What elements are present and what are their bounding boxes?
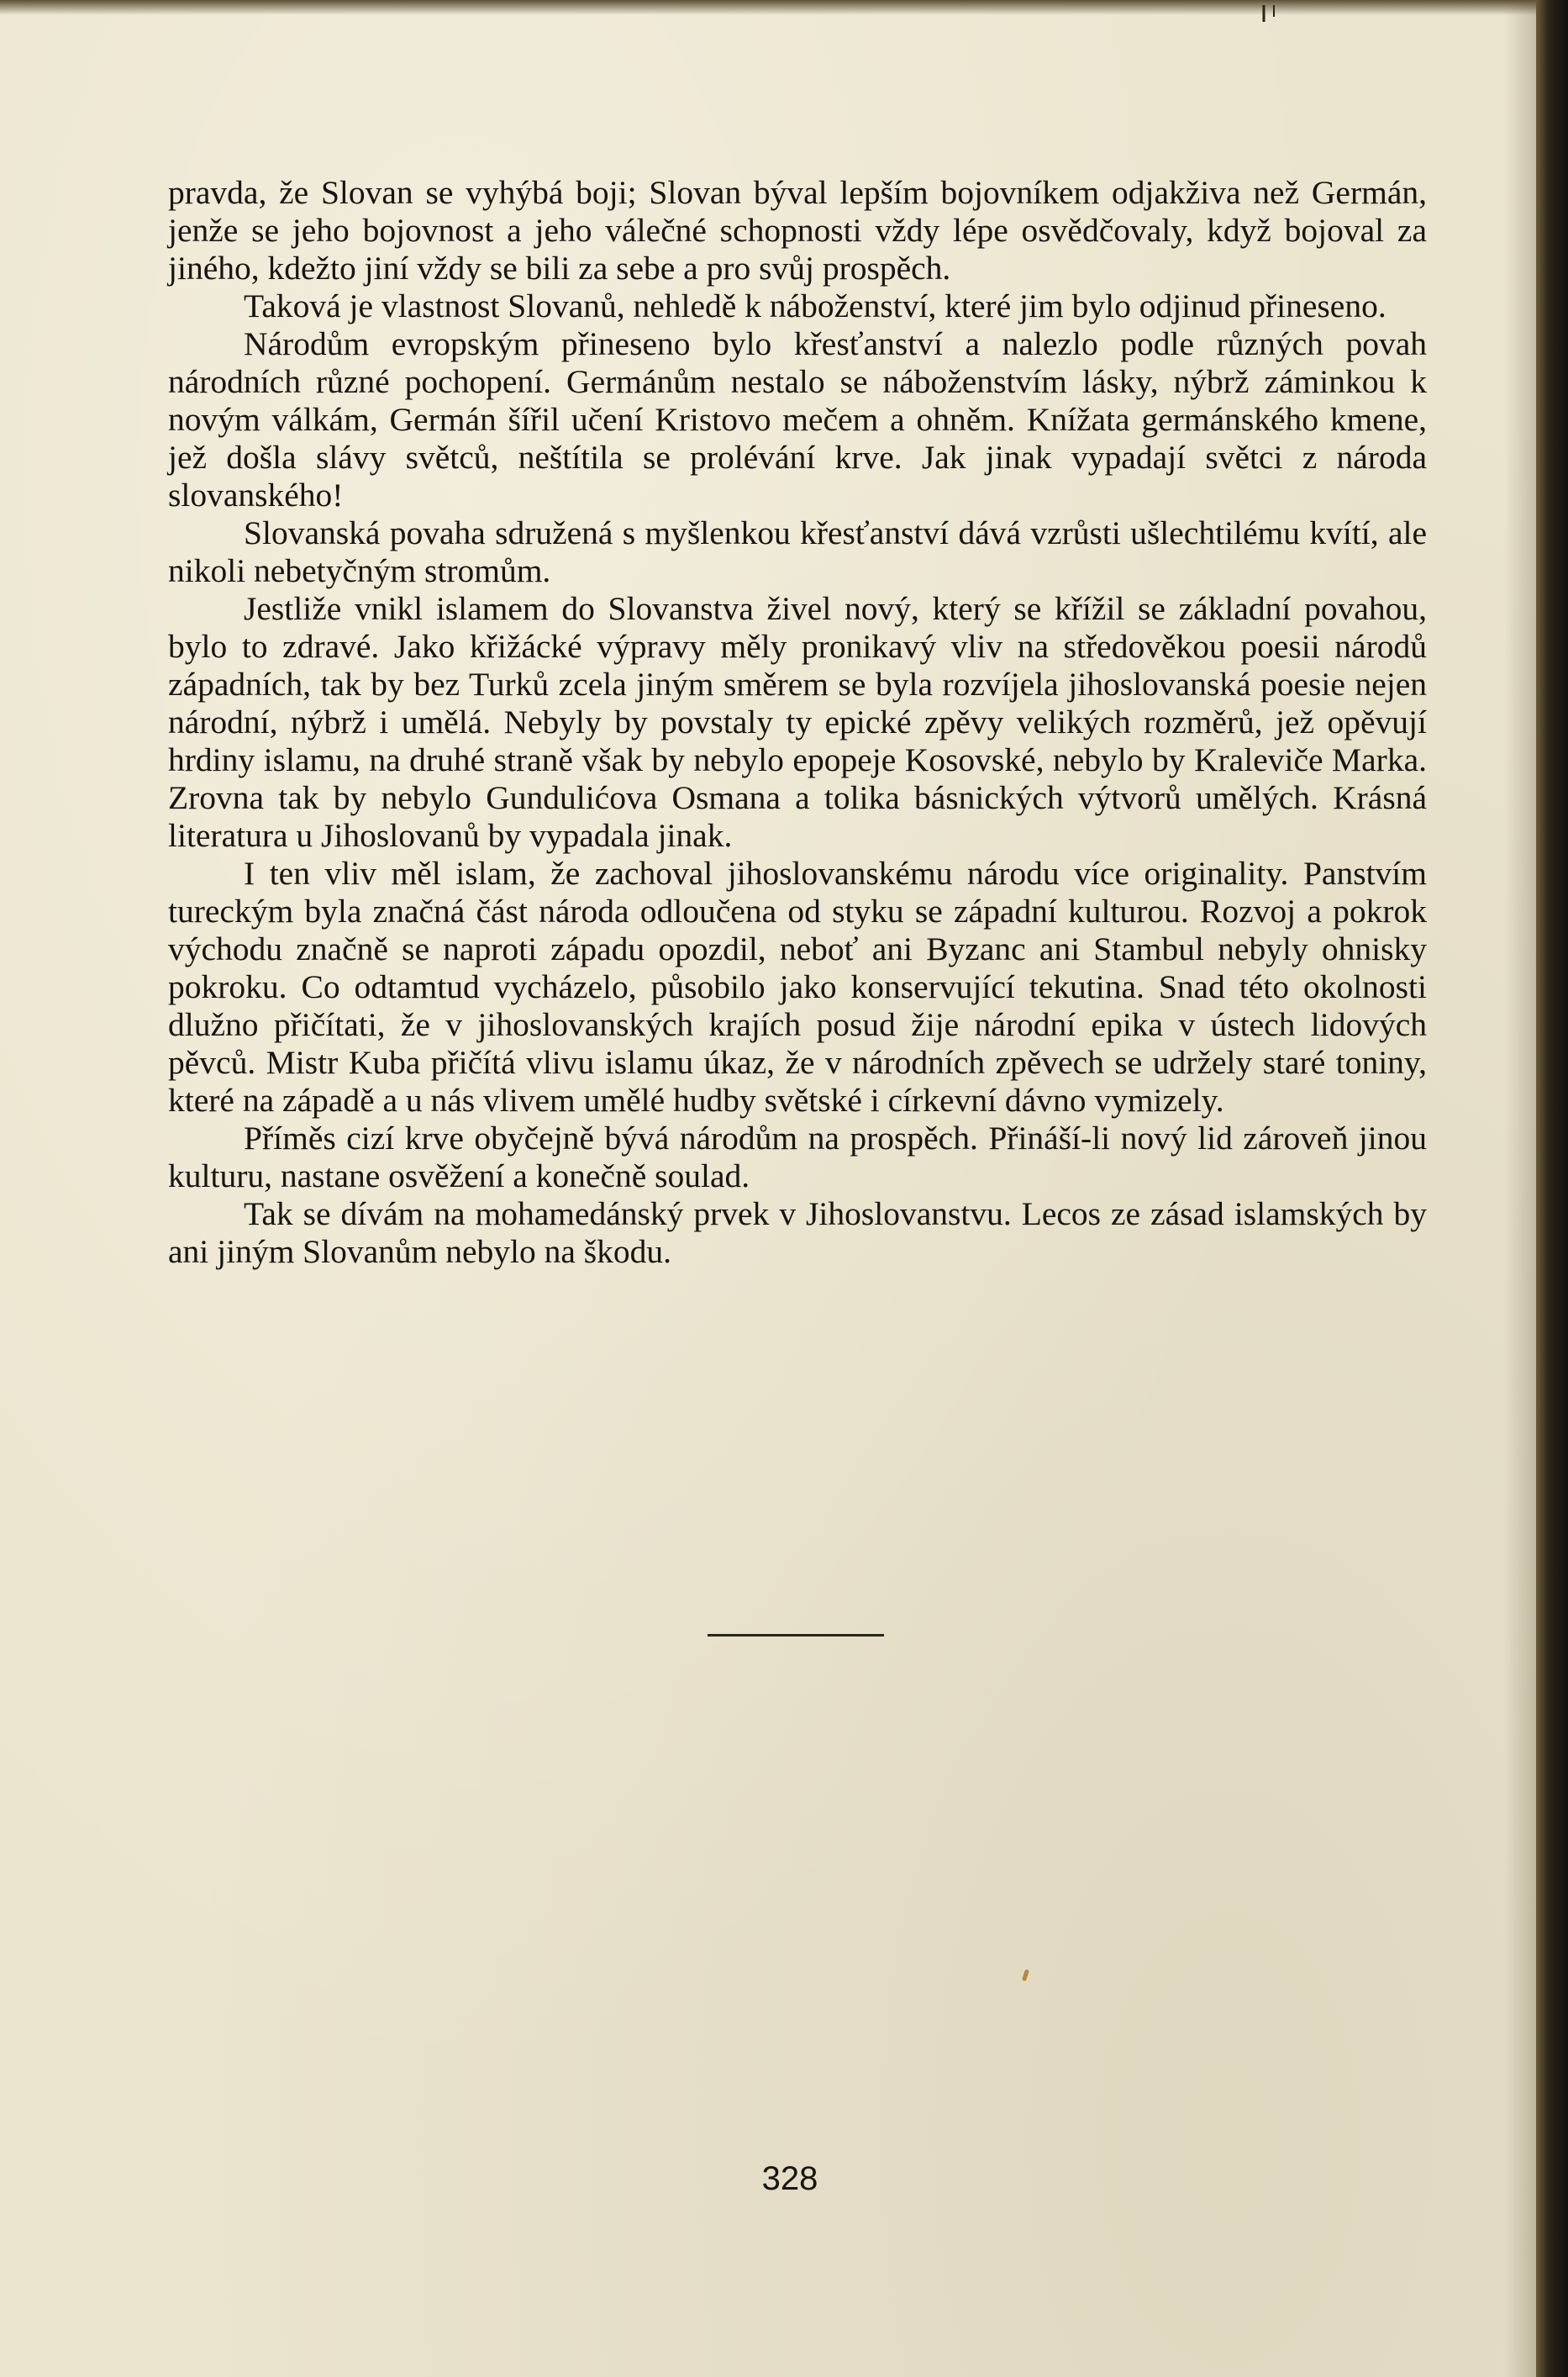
top-edge-shadow [0, 0, 1536, 15]
body-text [168, 174, 1427, 1271]
paragraph-8: Tak se dívám na mohamedánský prvek v Jihoslovanstvu. Lecos ze zásad islamských by ani jiným Slovanům nebylo na škodu. [168, 1195, 1427, 1270]
paragraph-5: Jestliže vnikl islamem do Slovanstva živel nový, který se křížil se základní povahou, bylo to zdravé. Jako křižácké výpravy měly pronikavý vliv na středověkou poesii národů západních, tak by bez Turků zcela jiným směrem se byla rozvíjela jihoslovanská poesie nejen národní, nýbrž i umělá. Nebyly by povstaly ty epické zpěvy velikých rozměrů, jež opěvují hrdiny islamu, na druhé straně však by nebylo epopeje Kosovské, nebylo by Kraleviče Marka. Zrovna tak by nebylo Gundulićova Osmana a tolika básnických výtvorů umělých. Krásná literatura u Jihoslovanů by vypadala jinak. [168, 590, 1427, 854]
paragraph-2: Taková je vlastnost Slovanů, nehledě k náboženství, které jim bylo odjinud přineseno. [244, 287, 1386, 324]
paragraph-1: pravda, že Slovan se vyhýbá boji; Slovan býval lepším bojovníkem odjakživa než Germán, jenže se jeho bojovnost a jeho válečné schopnosti vždy lépe osvědčovaly, když bojoval za jiného, kdežto jiní vždy se bili za sebe a pro svůj prospěch. [168, 174, 1427, 287]
paragraph-7: Příměs cizí krve obyčejně bývá národům na prospěch. Přináší-li nový lid zároveň jinou kulturu, nastane osvěžení a konečně soulad. [168, 1120, 1427, 1194]
page-edge-shading [1504, 0, 1536, 2377]
paragraph-6: I ten vliv měl islam, že zachoval jihoslovanskému národu více originality. Panstvím tureckým byla značná část národa odloučena od styku se západní kulturou. Rozvoj a pokrok východu značně se naproti západu opozdil, neboť ani Byzanc ani Stambul nebyly ohnisky pokroku. Co odtamtud vycházelo, působilo jako konservující tekutina. Snad této okolnosti dlužno přičítati, že v jihoslovanských krajích posud žije národní epika v ústech lidových pěvců. Mistr Kuba přičítá vlivu islamu úkaz, že v národních zpěvech se udržely staré toniny, které na západě a u nás vlivem umělé hudby světské i církevní dávno vymizely. [168, 855, 1427, 1119]
page-number: 328 [761, 2160, 818, 2197]
paragraph-3: Národům evropským přineseno bylo křesťanství a nalezlo podle různých povah národních různé pochopení. Germánům nestalo se náboženstvím lásky, nýbrž záminkou k novým válkám, Germán šířil učení Kristovo mečem a ohněm. Knížata germánského kmene, jež došla slávy světců, neštítila se prolévání krve. Jak jinak vypadají světci z národa slovanského! [168, 325, 1427, 514]
paper-speck [1022, 1969, 1029, 1982]
paragraph-4: Slovanská povaha sdružená s myšlenkou křesťanství dává vzrůsti ušlechtilému kvítí, ale nikoli nebetyčným stromům. [168, 514, 1427, 589]
book-spine [1536, 0, 1568, 2377]
section-divider [708, 1634, 884, 1636]
printer-mark-icon [1257, 5, 1282, 25]
